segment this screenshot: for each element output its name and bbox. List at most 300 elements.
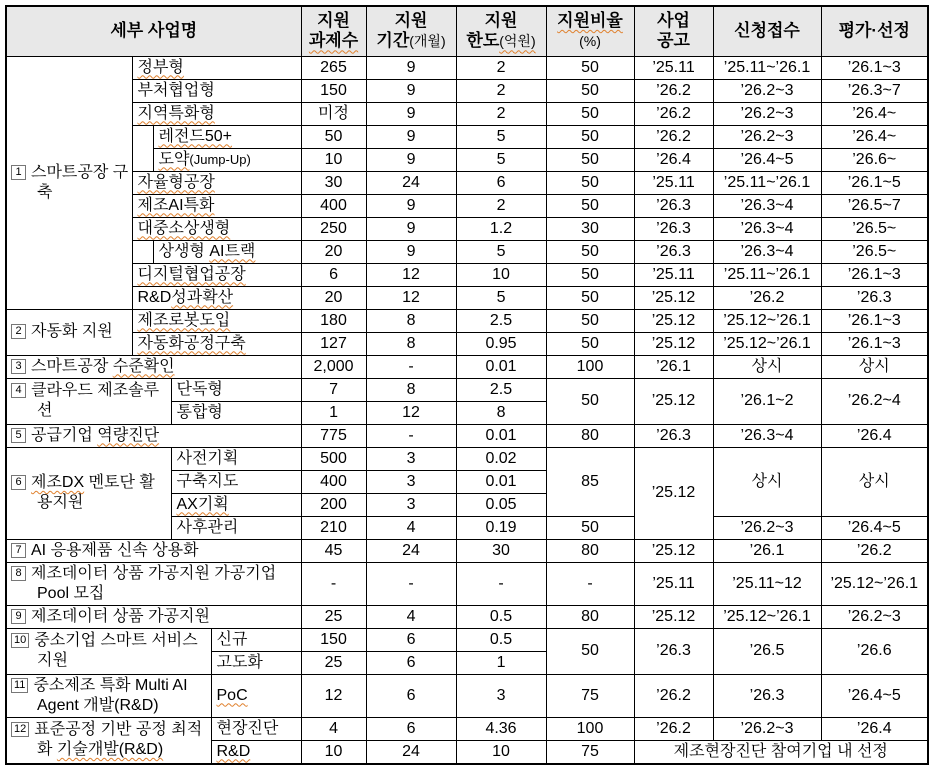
cell-text: 중소제조 특화 Multi AI Agent 개발(R&D): [33, 676, 188, 714]
cell-text: 50: [581, 392, 599, 409]
value-cell: [821, 378, 928, 424]
cell-text: 10: [492, 265, 510, 283]
cell-text: 0.95: [485, 334, 517, 352]
cell-text: 5: [496, 288, 506, 306]
value-cell: [456, 217, 546, 240]
section-ai-product-commercialization: [6, 539, 301, 562]
cell-text: 50: [581, 334, 599, 352]
cell-text: 500: [320, 449, 347, 467]
header-announcement: [634, 6, 713, 56]
cell-text: 클라우드 제조솔루션: [31, 382, 160, 419]
cell-text: 4: [329, 719, 338, 737]
cell-text: 400: [320, 472, 347, 490]
cell-text: ’26.5: [749, 642, 785, 659]
section-manufacturing-data-processing: [6, 605, 301, 628]
value-cell: [456, 674, 546, 717]
value-cell: [546, 217, 634, 240]
value-cell: [301, 378, 366, 401]
value-cell: [366, 539, 456, 562]
cell-text: 자동화공정구축: [137, 334, 246, 352]
value-cell: [821, 171, 928, 194]
program-name-cell: [132, 309, 301, 332]
value-cell: [456, 605, 546, 628]
program-name-cell: [211, 717, 301, 740]
value-cell: [713, 717, 821, 740]
value-cell: [546, 194, 634, 217]
cell-text: 정부형: [137, 58, 184, 76]
cell-text: 400: [320, 196, 347, 214]
text-segment: 기술개발(R&D): [56, 741, 164, 758]
value-cell: [366, 79, 456, 102]
cell-text: ’26.4~5: [847, 686, 901, 704]
value-cell: [546, 674, 634, 717]
cell-text: 20: [324, 242, 343, 260]
value-cell: [366, 493, 456, 516]
cell-text: 제조데이터 상품 가공지원: [31, 607, 210, 625]
value-cell: [821, 605, 928, 628]
value-cell: [821, 102, 928, 125]
value-cell: [634, 309, 713, 332]
value-cell: [366, 171, 456, 194]
cell-text: ’26.2: [656, 127, 691, 145]
cell-text: 구축지도: [176, 472, 239, 490]
program-name-cell: [211, 740, 301, 764]
cell-text: 6: [406, 630, 416, 648]
indent-spacer: [132, 240, 153, 263]
cell-text: 50: [581, 173, 599, 191]
cell-text: 사전기획: [176, 449, 239, 467]
value-cell: [366, 674, 456, 717]
cell-text: ’26.2~3: [847, 607, 901, 625]
cell-text: 고도화: [216, 653, 263, 671]
cell-text: 1.2: [489, 219, 513, 237]
cell-text: 0.19: [485, 518, 517, 536]
table-row: [6, 171, 928, 194]
cell-text: 1: [329, 403, 338, 421]
text-segment: 지원비율: [557, 10, 623, 30]
cell-text: ’25.11: [652, 173, 695, 191]
cell-text: 5: [496, 127, 506, 145]
value-cell: [546, 378, 634, 424]
program-name-cell: [132, 217, 301, 240]
table-row: [6, 263, 928, 286]
cell-text: ’26.2: [656, 686, 691, 704]
value-cell: [634, 355, 713, 378]
program-name-cell: [153, 125, 301, 148]
cell-text: 상시: [858, 472, 890, 490]
value-cell: [546, 125, 634, 148]
cell-text: 12: [402, 265, 420, 283]
value-cell: [713, 217, 821, 240]
value-cell: [301, 493, 366, 516]
program-name-cell: [132, 102, 301, 125]
text-segment: (%): [579, 33, 601, 50]
value-cell: [821, 194, 928, 217]
cell-text: 50: [581, 265, 599, 283]
cell-text: 150: [320, 81, 347, 99]
value-cell: [366, 332, 456, 355]
value-cell: [366, 562, 456, 605]
value-cell: [366, 286, 456, 309]
value-cell: [456, 401, 546, 424]
value-cell: [456, 717, 546, 740]
program-name-cell: [132, 332, 301, 355]
cell-text: 제조데이터 상품 가공지원 가공기업 Pool 모집: [31, 564, 277, 602]
cell-text: ’26.5~: [852, 219, 897, 237]
value-cell: [301, 148, 366, 171]
program-name-cell: [132, 56, 301, 79]
value-cell: [366, 378, 456, 401]
cell-text: 6: [406, 686, 416, 704]
value-cell: [456, 355, 546, 378]
cell-text: 20: [324, 288, 343, 306]
cell-text: ’25.12: [651, 288, 696, 306]
value-cell: [366, 470, 456, 493]
value-cell: [301, 651, 366, 674]
value-cell: [546, 148, 634, 171]
cell-text: 12: [402, 288, 420, 306]
cell-text: PoC: [216, 686, 248, 704]
table-row: [6, 286, 928, 309]
cell-text: ’25.12: [651, 484, 696, 501]
section-supplier-capability-diagnosis: [6, 424, 301, 447]
section-number-box: 2: [11, 324, 26, 339]
cell-text: 50: [581, 150, 599, 168]
program-name-cell: [171, 493, 301, 516]
section-standard-process-optimization-rnd: [6, 717, 211, 764]
text-segment: 수준확인: [112, 357, 175, 375]
cell-text: 50: [581, 127, 599, 145]
section-number-box: 7: [11, 543, 26, 558]
cell-text: ’25.12: [651, 334, 696, 352]
cell-text: 0.01: [485, 357, 517, 375]
value-cell: [713, 605, 821, 628]
cell-text: 4: [406, 607, 416, 625]
cell-text: 1: [496, 653, 506, 671]
header-period-months: [366, 6, 456, 56]
cell-text: ’26.3~4: [740, 219, 794, 237]
cell-text: AX기획: [176, 495, 229, 513]
value-cell: [713, 171, 821, 194]
value-cell: [301, 447, 366, 470]
text-segment: R&D: [137, 288, 172, 306]
value-cell: [456, 240, 546, 263]
text-segment: 한도: [466, 31, 500, 51]
value-cell: [634, 424, 713, 447]
cell-text: ’26.6: [856, 642, 892, 659]
cell-text: 75: [581, 742, 599, 760]
cell-text: 80: [581, 541, 599, 559]
value-cell: [821, 424, 928, 447]
cell-text: ’26.4~5: [740, 150, 794, 168]
table-row: [6, 309, 928, 332]
value-cell: [366, 628, 456, 651]
cell-text: ’26.1~5: [847, 173, 901, 191]
value-cell: [301, 102, 366, 125]
value-cell: [821, 539, 928, 562]
value-cell: [546, 740, 634, 764]
value-cell: [634, 332, 713, 355]
cell-text: 200: [320, 495, 347, 513]
cell-text: ’25.12: [651, 541, 696, 559]
cell-text: ’26.3: [656, 219, 691, 237]
value-cell: [821, 56, 928, 79]
cell-text: ’26.2~3: [740, 81, 794, 99]
value-cell: [456, 286, 546, 309]
value-cell: [821, 125, 928, 148]
value-cell: [546, 539, 634, 562]
value-cell: [301, 309, 366, 332]
cell-text: 2.5: [489, 380, 513, 398]
value-cell: [456, 263, 546, 286]
value-cell: [713, 309, 821, 332]
cell-text: 24: [402, 742, 420, 760]
value-cell: [713, 424, 821, 447]
cell-text: 0.5: [489, 630, 513, 648]
text-segment: 멘토단 활용지원: [37, 474, 155, 511]
cell-text: ’26.1~3: [847, 311, 901, 329]
cell-text: 상시: [751, 357, 783, 375]
cell-text: 6: [496, 173, 506, 191]
program-name-cell: [171, 401, 301, 424]
cell-text: ’25.12~’26.1: [723, 334, 811, 352]
cell-text: 9: [406, 150, 416, 168]
cell-text: 250: [320, 219, 347, 237]
text-segment: 상생형: [158, 242, 210, 260]
cell-text: ’26.4~: [852, 104, 897, 122]
note-selection-within-participants: [634, 740, 928, 764]
cell-text: -: [408, 426, 414, 444]
table-row: [6, 217, 928, 240]
cell-text: -: [498, 574, 504, 592]
section-smart-factory-build: [6, 56, 132, 309]
cell-text: 24: [402, 173, 420, 191]
value-cell: [301, 263, 366, 286]
cell-text: 레전드50+: [158, 127, 233, 145]
value-cell: [546, 355, 634, 378]
cell-text: 50: [581, 58, 599, 76]
cell-text: 2: [496, 196, 506, 214]
value-cell: [366, 651, 456, 674]
cell-text: 2: [496, 81, 506, 99]
cell-text: ’26.4~: [852, 127, 897, 145]
cell-text: ’26.2~3: [740, 104, 794, 122]
value-cell: [366, 263, 456, 286]
text-segment: 지원: [317, 10, 350, 30]
table-row: [6, 539, 928, 562]
value-cell: [456, 447, 546, 470]
cell-text: 25: [324, 653, 343, 671]
cell-text: ’26.3~4: [740, 242, 794, 260]
value-cell: [546, 447, 634, 516]
cell-text: ’25.11~’26.1: [723, 173, 811, 191]
value-cell: [301, 628, 366, 651]
program-name-cell: [132, 171, 301, 194]
cell-text: 2: [496, 58, 506, 76]
text-segment: 도약: [158, 150, 190, 168]
cell-text: 중소기업 스마트 서비스 지원: [34, 632, 198, 669]
value-cell: [713, 240, 821, 263]
value-cell: [301, 332, 366, 355]
value-cell: [546, 332, 634, 355]
program-name-cell: [153, 148, 301, 171]
cell-text: 제조현장진단 참여기업 내 선정: [673, 742, 888, 760]
cell-text: ’26.1~3: [847, 334, 901, 352]
cell-text: 127: [320, 334, 347, 352]
program-name-cell: [132, 286, 301, 309]
cell-text: ’25.12: [651, 392, 696, 409]
cell-text: ’26.2: [749, 288, 785, 306]
text-segment: 지원: [484, 10, 518, 30]
cell-text: 신청접수: [734, 21, 800, 41]
value-cell: [713, 332, 821, 355]
table-body: [6, 56, 928, 764]
value-cell: [301, 562, 366, 605]
cell-text: 2,000: [313, 357, 354, 375]
cell-text: ’26.1~3: [847, 58, 901, 76]
value-cell: [546, 171, 634, 194]
program-name-cell: [171, 470, 301, 493]
cell-text: 통합형: [176, 403, 223, 421]
value-cell: [821, 562, 928, 605]
value-cell: [634, 562, 713, 605]
program-name-cell: [153, 240, 301, 263]
text-segment: 제조DX: [31, 474, 85, 491]
table-row: [6, 378, 928, 401]
cell-text: 150: [320, 630, 347, 648]
cell-text: 9: [406, 58, 416, 76]
cell-text: AI 응용제품 신속 상용화: [31, 541, 199, 559]
value-cell: [634, 56, 713, 79]
cell-text: ’26.4: [856, 426, 892, 444]
value-cell: [301, 516, 366, 539]
cell-text: 30: [492, 541, 510, 559]
table-row: [6, 240, 928, 263]
value-cell: [821, 674, 928, 717]
text-segment: 공고: [657, 31, 690, 51]
value-cell: [456, 378, 546, 401]
cell-text: 12: [402, 403, 420, 421]
value-cell: [366, 125, 456, 148]
value-cell: [713, 447, 821, 516]
value-cell: [634, 286, 713, 309]
value-cell: [634, 263, 713, 286]
cell-text: ’26.2: [656, 104, 691, 122]
value-cell: [713, 539, 821, 562]
value-cell: [456, 125, 546, 148]
cell-text: ’26.1~2: [740, 392, 794, 409]
header-support-ratio: [546, 6, 634, 56]
cell-text: 100: [576, 719, 604, 737]
program-schedule-table: [5, 5, 929, 765]
value-cell: [634, 539, 713, 562]
table-row: [6, 674, 928, 717]
cell-text: -: [408, 357, 414, 375]
header-row: [6, 6, 928, 56]
value-cell: [546, 286, 634, 309]
cell-text: ’26.2: [656, 81, 691, 99]
cell-text: ’26.3~4: [740, 426, 794, 444]
value-cell: [634, 717, 713, 740]
value-cell: [713, 263, 821, 286]
cell-text: 12: [324, 686, 343, 704]
value-cell: [301, 424, 366, 447]
cell-text: ’26.1: [656, 357, 691, 375]
section-smart-factory-level-check: [6, 355, 301, 378]
table-row: [6, 717, 928, 740]
value-cell: [634, 102, 713, 125]
header-application: [713, 6, 821, 56]
section-multi-ai-agent-rnd: [6, 674, 211, 717]
cell-text: 6: [406, 719, 416, 737]
cell-text: 9: [406, 104, 416, 122]
value-cell: [634, 674, 713, 717]
cell-text: ’25.12~’26.1: [723, 311, 811, 329]
cell-text: 8: [406, 311, 416, 329]
value-cell: [301, 470, 366, 493]
cell-text: ’26.3~7: [847, 81, 901, 99]
cell-text: ’25.11~12: [732, 574, 802, 592]
text-segment: 사업: [657, 10, 690, 30]
program-name-cell: [132, 194, 301, 217]
cell-text: ’25.12: [651, 311, 696, 329]
cell-text: 0.01: [485, 426, 517, 444]
table-row: [6, 424, 928, 447]
cell-text: ’26.3: [656, 426, 691, 444]
cell-text: 265: [320, 58, 347, 76]
value-cell: [456, 171, 546, 194]
text-segment: AI트랙: [209, 242, 256, 260]
cell-text: 6: [406, 653, 416, 671]
value-cell: [821, 628, 928, 674]
program-name-cell: [211, 651, 301, 674]
value-cell: [456, 424, 546, 447]
cell-text: 8: [496, 403, 506, 421]
header-limit-100m-won: [456, 6, 546, 56]
cell-text: 9: [406, 81, 416, 99]
value-cell: [546, 240, 634, 263]
cell-text: ’26.2~3: [740, 127, 794, 145]
value-cell: [301, 355, 366, 378]
cell-text: ’25.11: [652, 265, 695, 283]
cell-text: ’25.11~’26.1: [723, 265, 811, 283]
cell-text: ’26.4~5: [847, 518, 901, 536]
cell-text: ’26.2~4: [847, 392, 901, 409]
value-cell: [821, 717, 928, 740]
value-cell: [456, 470, 546, 493]
cell-text: 4.36: [485, 719, 517, 737]
section-number-box: 1: [11, 165, 26, 180]
section-number-box: 6: [11, 475, 26, 490]
value-cell: [456, 516, 546, 539]
table-row: [6, 355, 928, 378]
program-name-cell: [211, 628, 301, 651]
cell-text: ’26.3: [656, 196, 691, 214]
section-number-box: 3: [11, 359, 26, 374]
cell-text: 현장진단: [216, 719, 279, 737]
section-number-box: 8: [11, 566, 26, 581]
cell-text: ’25.11~’26.1: [723, 58, 811, 76]
cell-text: 제조AI특화: [137, 196, 215, 214]
value-cell: [634, 194, 713, 217]
text-segment: 기간: [376, 31, 410, 51]
cell-text: ’26.4: [656, 150, 691, 168]
cell-text: R&D: [216, 742, 251, 760]
value-cell: [456, 309, 546, 332]
cell-text: 제조로봇도입: [137, 311, 231, 329]
cell-text: 50: [581, 104, 599, 122]
value-cell: [366, 605, 456, 628]
